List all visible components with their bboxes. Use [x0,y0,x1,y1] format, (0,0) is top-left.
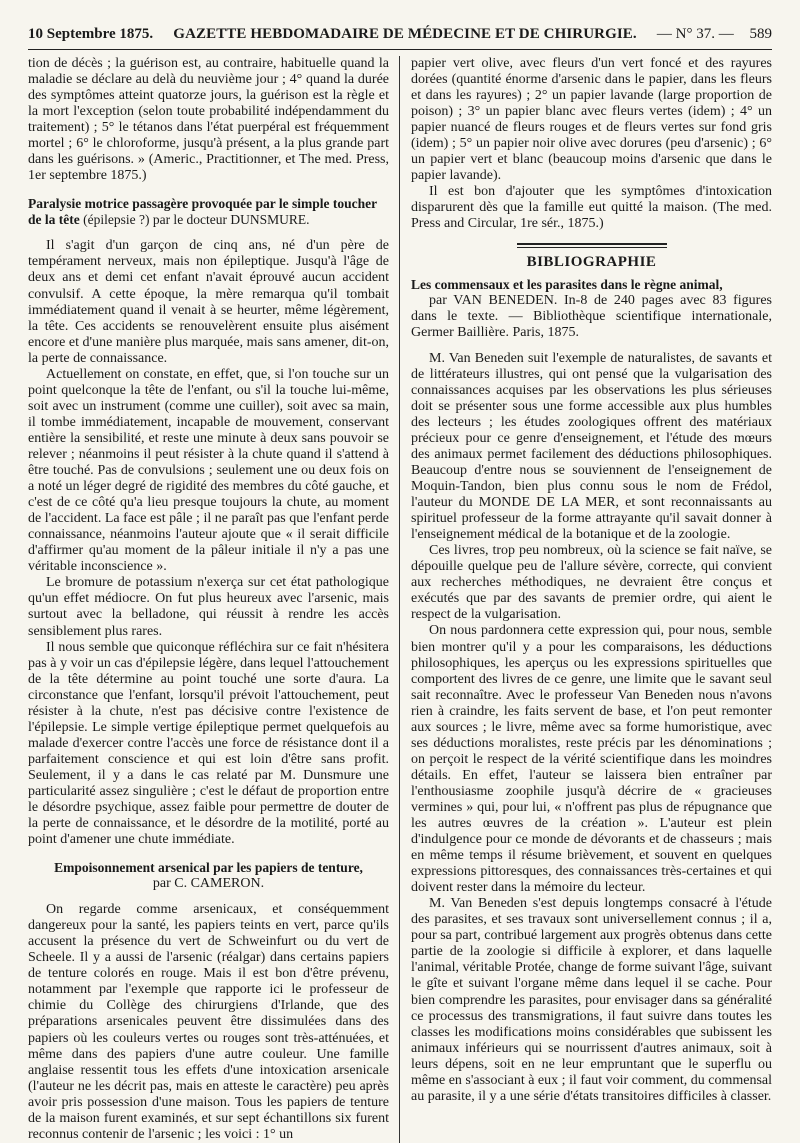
header-issue-group [657,26,772,43]
spacer [28,228,389,238]
running-header [28,26,772,46]
paralysis-paragraph-2: Actuellement on constate, en effet, que, si l'on touche sur un point quelconque la tête de l'enfant, ou s'il la touche lui-même, soit avec un instrument (comme une cuiller), soit avec sa main, il tombe immédiatement, incapable de mouvement, conservant entière la sensibilité, et reste une minute à deux sans pouvoir se relever ; néanmoins il peut résister à la chute quand il s'attend à être touché. Pas de convulsions ; seulement une ou deux fois on a noté un léger degré de rigidité des membres du côté gauche, et c'est de ce côté qu'a lieu presque toujours la chute, au moment de l'accident. La face est pâle ; il ne paraît pas que l'enfant perde connaissance, néanmoins l'auteur ajoute que « il serait difficile d'affirmer qu'au moment de la pâleur initiale il n'y a pas une véritable inconscience ». [28,366,389,575]
paralysis-article-title: Paralysie motrice passagère provoquée par le simple toucher de la tête [28,196,377,228]
arsenic-article-title: Empoisonnement arsenical par les papiers de tenture, [54,860,363,876]
book-review-heading [411,277,772,293]
arsenic-paragraph-1: On regarde comme arsenicaux, et conséquemment dangereux pour la santé, les papiers teints en vert, parce qu'ils accusent la présence du vert de Schweinfurt ou du vert de Scheele. Il y a aussi de l'arsenic (réalgar) dans certains papiers de tenture colorés en rouge. Mais il est bon d'être prévenu, notamment par l'exemple que rapporte ici le professeur de chimie du Collège des chirurgiens d'Irlande, que des préparations arsenicales peuvent être dissimulées dans des papiers où les couleurs vertes ou rouges sont très-atténuées, et même dans des papiers d'une autre couleur. Une famille anglaise ressentit tous les effets d'une intoxication arsenicale (l'auteur ne les décrit pas, mais en atteste le caractère) peu après avoir pris possession d'une maison. Tous les papiers de tenture de la maison furent examinés, et sur sept échantillons six furent reconnus contenir de l'arsenic ; les voici : 1° un [28,902,389,1142]
paralysis-paragraph-3: Le bromure de potassium n'exerça sur cet état pathologique qu'un effet médiocre. On fut plus heureux avec l'arsenic, mais surtout avec la belladone, qui réussit à rendre les accès sensiblement plus rares. [28,575,389,639]
spacer [411,341,772,351]
arsenic-closing-paragraph: Il est bon d'ajouter que les symptômes d'intoxication disparurent dès que la famille eut quitté la maison. (The med. Press and Circular, 1re sér., 1875.) [411,184,772,232]
header-issue-number: — N° 37. — [656,26,734,42]
review-paragraph-2: Ces livres, trop peu nombreux, où la science se fait naïve, se dépouille quelque peu de l'allure sévère, correcte, qui convient aux recherches méthodiques, ne devraient être conçus et exécutés que par des savants de premier ordre, qui aient le respect de la vulgarisation. [411,543,772,623]
spacer [28,892,389,902]
review-paragraph-1: M. Van Beneden suit l'exemple de naturalistes, de savants et de littérateurs illustres, qui ont pensé que la vulgarisation des connaissances acquises par les observations les plus sérieuses doit se présenter sous une forme accessible aux plus humbles des lecteurs ; les études zoologiques offrent des matériaux précieux pour ce genre d'enseignement, et l'étude des mœurs des animaux permet facilement des déductions philosophiques. Beaucoup d'entre nous se souviennent de l'enseignement de Moquin-Tandon, bien plus connu sous le nom de Frédol, l'auteur du MONDE DE LA MER, et sont reconnaissants au spirituel professeur de la forme attrayante qu'il savait donner à l'enseignement médical de la botanique et de la zoologie. [411,350,772,543]
paralysis-article-heading [28,196,389,228]
book-review-reference: par VAN BENEDEN. In-8 de 240 pages avec 83 figures dans le texte. — Bibliothèque scientifique internationale, Germer Baillière. Paris, 1875. [411,292,772,340]
paralysis-article-author: (épilepsie ?) par le docteur DUNSMURE. [83,212,310,228]
bibliography-heading: BIBLIOGRAPHIE [526,253,657,270]
arsenic-continuation-paragraph: papier vert olive, avec fleurs d'un vert foncé et des rayures dorées (quantité énorme d'arsenic dans le papier, dans les fleurs et dans les rayures) ; 2° un papier lavande (large proportion de poison) ; 3° un papier blanc avec fleurs vertes (idem) ; 4° un papier nuancé de fleurs rouges et de fleurs vertes sur fond gris (idem) ; 5° un papier noir olive avec dorures (peu d'arsenic) ; 6° un papier vert et blanc (beaucoup moins d'arsenic que dans le papier lavande). [411,56,772,184]
paralysis-paragraph-4: Il nous semble que quiconque réfléchira sur ce fait n'hésitera pas à y voir un cas d'épilepsie légère, dans lequel l'attouchement de la tête détermine au point touché une sorte d'aura. La circonstance que l'enfant, lorsqu'il prévoit l'attouchement, peut résister à la chute, n'est pas décisive contre l'existence de l'épilepsie. Le simple vertige épileptique permet quelquefois au malade d'exercer contre l'accès une force de résistance dont il a parfaitement conscience et qui est loin d'être sans profit. Seulement, il y a dans le cas relaté par M. Dunsmure une particularité assez singulière ; c'est le défaut de proportion entre le désordre psychique, assez faible pour permettre de douter de la perte de connaissance, et le désordre de la motilité, porté au point d'amener une chute immédiate. [28,639,389,848]
two-column-body [28,56,772,1143]
header-rule [28,49,772,50]
bibliography-rule [517,243,667,248]
paralysis-paragraph-1: Il s'agit d'un garçon de cinq ans, né d'un père de tempérament nerveux, mais non épileptique. Jusqu'à l'âge de deux ans et demi cet enfant n'avait éprouvé aucun accident convulsif. A cette époque, la mère remarqua qu'il tombait immédiatement quand il venait à se heurter, même légèrement, la tête. Ces accidents se renouvelèrent ensuite plus aisément encore et d'une manière plus marquée, mais sans amener, dit-on, la perte de connaissance. [28,238,389,366]
tetanus-conclusion-paragraph: tion de décès ; la guérison est, au contraire, habituelle quand la maladie se déclare au delà du neuvième jour ; 4° quand la durée des symptômes atteint quatorze jours, la guérison est la règle et la mort l'exception (selon toute probabilité indépendamment du traitement) ; 5° le tétanos dans l'état puerpéral est fréquemment mortel ; 6° le chloroforme, jusqu'à présent, a la plus grande part dans les guérisons. » (Americ., Practitionner, et The med. Press, 1er septembre 1875.) [28,56,389,184]
header-date: 10 Septembre 1875. [28,26,154,42]
left-column [28,56,400,1143]
arsenic-article-heading [28,860,389,876]
review-paragraph-3: On nous pardonnera cette expression qui, pour nous, semble bien montrer qu'il y a pour les comparaisons, les déductions philosophiques, les aperçus ou les expressions spirituelles que comportent des livres de ce genre, une limite que le savant seul sait reconnaître. Avec le professeur Van Beneden nous n'avons rien à craindre, les faits servent de base, et l'on peut remonter aux sources ; le livre, même avec sa forme humoristique, avec ses déductions moralistes, reste précis par les dénominations ; on perçoit le respect de la vérité scientifique dans les moindres détails. En effet, l'auteur se laissera bien entraîner par l'enthousiasme zoophile jusqu'à décrire de « gracieuses vermines » qui, pour lui, « n'offrent pas plus de répugnance que les autres œuvres de la création ». L'auteur est plein d'indulgence pour ce monde de dévorants et de chasseurs ; mais en même temps il résume brièvement, et souvent en quelques expressions pittoresques, des connaissances très-certaines et qui doivent rester dans la mémoire du lecteur. [411,623,772,896]
arsenic-article-author: par C. CAMERON. [152,876,265,892]
header-journal-title: GAZETTE HEBDOMADAIRE DE MÉDECINE ET DE CHIRURGIE. [173,26,637,42]
review-paragraph-4: M. Van Beneden s'est depuis longtemps consacré à l'étude des parasites, et ses travaux sont universellement connus ; il a, pour sa part, contribué largement aux progrès obtenus dans cette partie de la zoologie si difficile à explorer, et dans laquelle l'animal, véritable Protée, change de forme suivant l'âge, suivant le gîte et suivant l'organe même dans lequel il se cache. Pour bien comprendre les parasites, pour envisager dans sa généralité ce processus des transmigrations, il faut suivre dans toutes les classes les modifications moins considérables que subissent les animaux inférieurs qui se nourrissent d'autres animaux, soit à leurs dépens, soit en ne leur empruntant que le superflu ou même en s'associant à eux ; il faut voir comment, du commensal au parasite, il y a une série d'états transitoires difficiles à classer. [411,896,772,1104]
header-page-number: 589 [749,26,772,42]
right-column [400,56,772,1143]
book-review-title: Les commensaux et les parasites dans le règne animal, [411,276,723,292]
